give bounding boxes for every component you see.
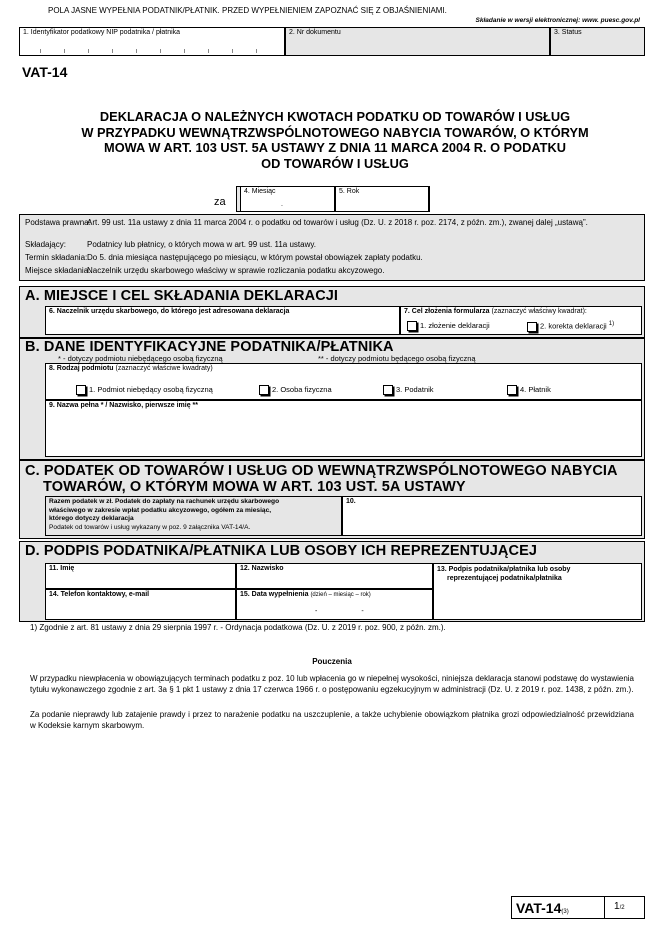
section-d-title: D. PODPIS PODATNIKA/PŁATNIKA LUB OSOBY ICH REPREZENTUJĄCEJ [25,543,538,559]
nip-field[interactable] [19,27,285,56]
footnote: 1) Zgodnie z art. 81 ustawy z dnia 29 sierpnia 1997 r. - Ordynacja podatkowa (Dz. U. z 2019 r. poz. 900, z późn. zm.). [30,623,446,632]
first-name-field[interactable] [45,563,236,589]
year-label: 5. Rok [339,188,360,195]
footer-divider [604,897,605,918]
full-name-label: 9. Nazwa pełna * / Nazwisko, pierwsze imię ** [49,402,199,409]
page-number [614,901,625,912]
tax-amount-field[interactable] [342,496,642,536]
footnote-ref: 1) [608,321,615,327]
section-b-title: B. DANE IDENTYFIKACYJNE PODATNIKA/PŁATNIKA [25,339,394,355]
option-payer[interactable] [507,385,551,395]
document-number-label: 2. Nr dokumentu [289,29,341,36]
option-taxpayer-label: 3. Podatnik [396,385,434,394]
last-name-label: 12. Nazwisko [240,565,284,572]
nip-label: 1. Identyfikator podatkowy NIP podatnika / płatnika [23,29,181,36]
option-submission-label: 1. złożenie deklaracji [420,321,490,330]
section-c-title-2: TOWARÓW, O KTÓRYM MOWA W ART. 103 UST. 5A USTAWY [43,479,466,495]
checkbox-correction[interactable] [527,322,537,332]
note-legal-entity: * - dotyczy podmiotu niebędącego osobą fizyczną [58,354,223,363]
page-current: 1 [614,901,620,912]
submission-place-label: Miejsce składania: [25,266,91,275]
year-field[interactable] [335,186,429,212]
month-field[interactable] [240,186,335,212]
legal-basis-label: Podstawa prawna: [25,218,91,227]
tax-description-line-4: Podatek od towarów i usług wykazany w poz. 9 załącznika VAT-14/A. [49,523,251,531]
instructions-title: Pouczenia [312,657,352,666]
date-label-text: 15. Data wypełnienia [240,591,309,598]
title-line-4: OD TOWARÓW I USŁUG [261,155,409,171]
tax-description-line-1: Razem podatek w zł. Podatek do zapłaty na rachunek urzędu skarbowego [49,498,280,505]
instructions-paragraph-1: W przypadku niewpłacenia w obowiązujących terminach podatku z poz. 10 lub wpłacenia go w niepełnej wysokości, niniejsza deklaracja stanowi podstawę do wystawienia tytułu wykonawczego zgodnie z art. 3a § 1 pkt 1 ustawy z dnia 17 czerwca 1966 r. o postępowaniu egzekucyjnym w administracji (Dz. U. z 2019 r. poz. 1438, z późn. zm.). [30,674,634,694]
purpose-field [400,306,642,335]
option-submission[interactable] [407,321,490,331]
purpose-label-text: 7. Cel złożenia formularza [404,308,490,315]
footer-version: (3) [561,909,569,915]
tax-description-cell [45,496,342,536]
note-natural-person: ** - dotyczy podmiotu będącego osobą fizyczną [318,354,476,363]
form-title [40,109,630,171]
checkbox-payer[interactable] [507,385,517,395]
fill-instruction: POLA JASNE WYPEŁNIA PODATNIK/PŁATNIK. PRZED WYPEŁNIENIEM ZAPOZNAĆ SIĘ Z OBJAŚNIENIAMI. [48,6,447,15]
tax-description-line-2: właściwego w zakresie wpłat podatku akcyzowego, ogółem za miesiąc, [49,506,272,514]
document-number-field [285,27,550,56]
entity-type-field [45,363,642,400]
option-legal-entity[interactable] [76,385,213,395]
submission-place-value: Naczelnik urzędu skarbowego właściwy w sprawie rozliczania podatku akcyzowego. [87,266,385,275]
last-name-field[interactable] [236,563,433,589]
date-separators: -- [315,608,408,615]
checkbox-submission[interactable] [407,321,417,331]
signature-field[interactable] [433,563,642,620]
tax-amount-label: 10. [346,498,356,505]
footer-code-text: VAT-14 [516,900,562,916]
footer-form-code [516,900,569,916]
month-separator: . [281,201,283,208]
status-field [550,27,645,56]
deadline-label: Termin składania: [25,253,88,262]
signature-label-line-2: reprezentującej podatnika/płatnika [447,575,562,582]
date-label-note: (dzień – miesiąc – rok) [310,592,371,598]
checkbox-taxpayer[interactable] [383,385,393,395]
option-natural-person[interactable] [259,385,332,395]
entity-type-label-note: (zaznaczyć właściwe kwadraty) [115,365,213,372]
title-line-3: MOWA W ART. 103 UST. 5A USTAWY Z DNIA 11 MARCA 2004 R. O PODATKU [104,140,566,155]
option-payer-label: 4. Płatnik [520,385,551,394]
contact-label: 14. Telefon kontaktowy, e-mail [49,591,150,598]
contact-field[interactable] [45,589,236,620]
option-correction-label: 2. korekta deklaracji [540,321,607,331]
form-code: VAT-14 [22,64,68,80]
legal-basis-value: Art. 99 ust. 11a ustawy z dnia 11 marca 2004 r. o podatku od towarów i usług (Dz. U. z 2018 r. poz. 2174, z późn. zm.), zwanej dalej „ustawą”. [87,218,588,227]
tax-office-field[interactable] [45,306,400,335]
footer-code-box [511,896,645,919]
section-a-title: A. MIEJSCE I CEL SKŁADANIA DEKLARACJI [25,288,339,304]
date-field[interactable] [236,589,433,620]
title-line-1: DEKLARACJA O NALEŻNYCH KWOTACH PODATKU OD TOWARÓW I USŁUG [99,109,571,124]
section-c-title-1: C. PODATEK OD TOWARÓW I USŁUG OD WEWNĄTRZWSPÓLNOTOWEGO NABYCIA [25,463,618,479]
tax-office-label: 6. Naczelnik urzędu skarbowego, do którego jest adresowana deklaracja [49,308,290,315]
signature-label-line-1: 13. Podpis podatnika/płatnika lub osoby [437,566,571,573]
full-name-field[interactable] [45,400,642,457]
checkbox-legal-entity[interactable] [76,385,86,395]
submitter-label: Składający: [25,240,66,249]
submitter-value: Podatnicy lub płatnicy, o których mowa w art. 99 ust. 11a ustawy. [87,240,316,249]
first-name-label: 11. Imię [49,565,75,572]
purpose-label-note: (zaznaczyć właściwy kwadrat): [491,308,587,315]
option-taxpayer[interactable] [383,385,434,395]
purpose-label [404,308,587,315]
month-label: 4. Miesiąc [244,188,276,195]
deadline-value: Do 5. dnia miesiąca następującego po miesiącu, w którym powstał obowiązek zapłaty podatku. [87,253,423,262]
option-natural-person-label: 2. Osoba fizyczna [272,385,332,394]
entity-type-label [49,365,213,372]
title-line-2: W PRZYPADKU WEWNĄTRZWSPÓLNOTOWEGO NABYCIA TOWARÓW, O KTÓRYM [81,124,589,140]
checkbox-natural-person[interactable] [259,385,269,395]
status-label: 3. Status [554,29,582,36]
option-correction[interactable] [527,321,614,332]
entity-type-label-text: 8. Rodzaj podmiotu [49,365,114,372]
tax-description-line-3: którego dotyczy deklaracja [49,515,134,522]
signature-label [437,565,570,583]
tax-description [49,498,279,532]
page-total: /2 [619,905,625,911]
za-label: za [214,196,226,208]
instructions-paragraph-2: Za podanie nieprawdy lub zatajenie prawdy i przez to narażenie podatku na uszczuplenie, a także uchybienie obowiązkom płatnika grozi odpowiedzialność przewidziana w Kodeksie karnym skarbowym. [30,710,634,730]
electronic-submission-note: Składanie w wersji elektronicznej: www. puesc.gov.pl [475,17,640,24]
option-legal-entity-label: 1. Podmiot niebędący osobą fizyczną [89,385,213,394]
date-label [240,591,371,598]
